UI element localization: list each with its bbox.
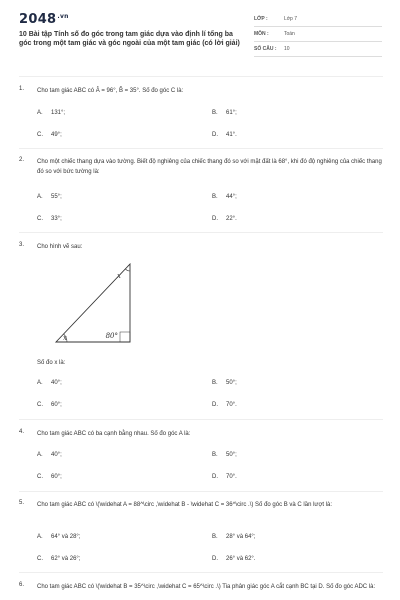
option-5c[interactable]	[37, 556, 80, 562]
option-text: 44°;	[226, 194, 237, 200]
option-text: 131°;	[51, 110, 66, 116]
option-text: 40°;	[51, 452, 62, 458]
option-1a[interactable]	[37, 110, 65, 116]
option-4d[interactable]	[212, 474, 237, 480]
question-number: 3.	[19, 242, 25, 248]
question-text: Cho tam giác ABC có \(\widehat B = 35^\circ ,\widehat C = 65^\circ .\) Tia phân giác góc A cắt cạnh BC tại D. Số đo góc ADC là:	[37, 584, 376, 590]
meta-divider	[254, 56, 382, 57]
angle-box-right	[120, 332, 130, 342]
option-text: 28° và 64°;	[226, 534, 256, 540]
meta-subject-value: Toán	[284, 31, 295, 37]
option-label: B.	[212, 110, 218, 116]
option-4c[interactable]	[37, 474, 62, 480]
option-label: D.	[212, 216, 218, 222]
option-text: 61°;	[226, 110, 237, 116]
option-label: D.	[212, 556, 218, 562]
option-label: C.	[37, 216, 43, 222]
meta-count-value: 10	[284, 46, 290, 52]
option-label: C.	[37, 132, 43, 138]
option-label: B.	[212, 194, 218, 200]
option-text: 70°.	[226, 402, 237, 408]
divider	[19, 232, 383, 233]
option-text: 70°.	[226, 474, 237, 480]
option-2c[interactable]	[37, 216, 62, 222]
option-label: A.	[37, 452, 43, 458]
option-label: A.	[37, 110, 43, 116]
option-text: 62° và 26°;	[51, 556, 81, 562]
meta-divider	[254, 26, 382, 27]
question-number: 2.	[19, 157, 25, 163]
option-text: 60°;	[51, 474, 62, 480]
option-label: B.	[212, 380, 218, 386]
option-5b[interactable]	[212, 534, 255, 540]
meta-divider	[254, 41, 382, 42]
triangle-figure	[50, 262, 150, 348]
logo-text: 2048	[19, 12, 57, 27]
option-5d[interactable]	[212, 556, 255, 562]
option-text: 50°;	[226, 380, 237, 386]
option-label: D.	[212, 132, 218, 138]
meta-grade-key: LỚP :	[254, 16, 268, 22]
option-text: 64° và 28°;	[51, 534, 81, 540]
option-label: C.	[37, 402, 43, 408]
question-text: Cho tam giác ABC có \(\widehat A = 88^\circ ,\widehat B - \widehat C = 36^\circ .\) Số đo góc B và C lần lượt là:	[37, 502, 333, 508]
meta-grade-value: Lớp 7	[284, 16, 298, 22]
header	[0, 0, 400, 70]
divider	[19, 419, 383, 420]
option-1d[interactable]	[212, 132, 237, 138]
angle-arc-top	[126, 269, 131, 271]
option-text: 22°.	[226, 216, 237, 222]
option-label: C.	[37, 556, 43, 562]
option-label: D.	[212, 402, 218, 408]
label-top-x: x	[117, 272, 121, 280]
divider	[19, 148, 383, 149]
option-5a[interactable]	[37, 534, 80, 540]
option-text: 40°;	[51, 380, 62, 386]
option-text: 60°;	[51, 402, 62, 408]
option-4b[interactable]	[212, 452, 237, 458]
meta-count-key: SỐ CÂU :	[254, 46, 277, 52]
option-label: D.	[212, 474, 218, 480]
option-label: A.	[37, 534, 43, 540]
question-number: 1.	[19, 86, 25, 92]
option-2d[interactable]	[212, 216, 237, 222]
option-1c[interactable]	[37, 132, 62, 138]
option-2a[interactable]	[37, 194, 62, 200]
divider	[19, 76, 383, 77]
question-text: Cho một chiếc thang dựa vào tường. Biết độ nghiêng của chiếc thang đó so với mặt đất là 68°, khi đó độ nghiêng của chiếc thang đó so với bức tường là:	[37, 159, 382, 175]
option-text: 50°;	[226, 452, 237, 458]
option-3c[interactable]	[37, 402, 62, 408]
page-title: 10 Bài tập Tính số đo góc trong tam giác dựa vào định lí tổng ba góc trong một tam giác và góc ngoài của một tam giác (có lời giải)	[19, 31, 240, 47]
divider	[19, 491, 383, 492]
option-label: A.	[37, 380, 43, 386]
label-left-x: x	[63, 334, 67, 342]
logo-suffix: .vn	[57, 12, 69, 20]
question-number: 6.	[19, 582, 25, 588]
option-text: 33°;	[51, 216, 62, 222]
option-text: 41°.	[226, 132, 237, 138]
question-text: Cho tam giác ABC có Â = 96°, B̂ = 35°. Số đo góc C là:	[37, 88, 184, 94]
label-right-angle: 80°	[105, 332, 118, 340]
question-subtext: Số đo x là:	[37, 360, 66, 366]
option-label: B.	[212, 534, 218, 540]
option-2b[interactable]	[212, 194, 237, 200]
option-label: C.	[37, 474, 43, 480]
question-text: Cho hình vẽ sau:	[37, 244, 83, 250]
site-logo[interactable]	[19, 12, 69, 27]
option-text: 55°;	[51, 194, 62, 200]
option-3d[interactable]	[212, 402, 237, 408]
question-text: Cho tam giác ABC có ba cạnh bằng nhau. Số đo góc A là:	[37, 431, 191, 437]
option-text: 26° và 62°.	[226, 556, 256, 562]
question-number: 4.	[19, 429, 25, 435]
option-4a[interactable]	[37, 452, 62, 458]
option-label: A.	[37, 194, 43, 200]
option-3b[interactable]	[212, 380, 237, 386]
meta-subject-key: MÔN :	[254, 31, 269, 37]
option-3a[interactable]	[37, 380, 62, 386]
question-number: 5.	[19, 500, 25, 506]
divider	[19, 572, 383, 573]
option-text: 49°;	[51, 132, 62, 138]
option-label: B.	[212, 452, 218, 458]
option-1b[interactable]	[212, 110, 237, 116]
